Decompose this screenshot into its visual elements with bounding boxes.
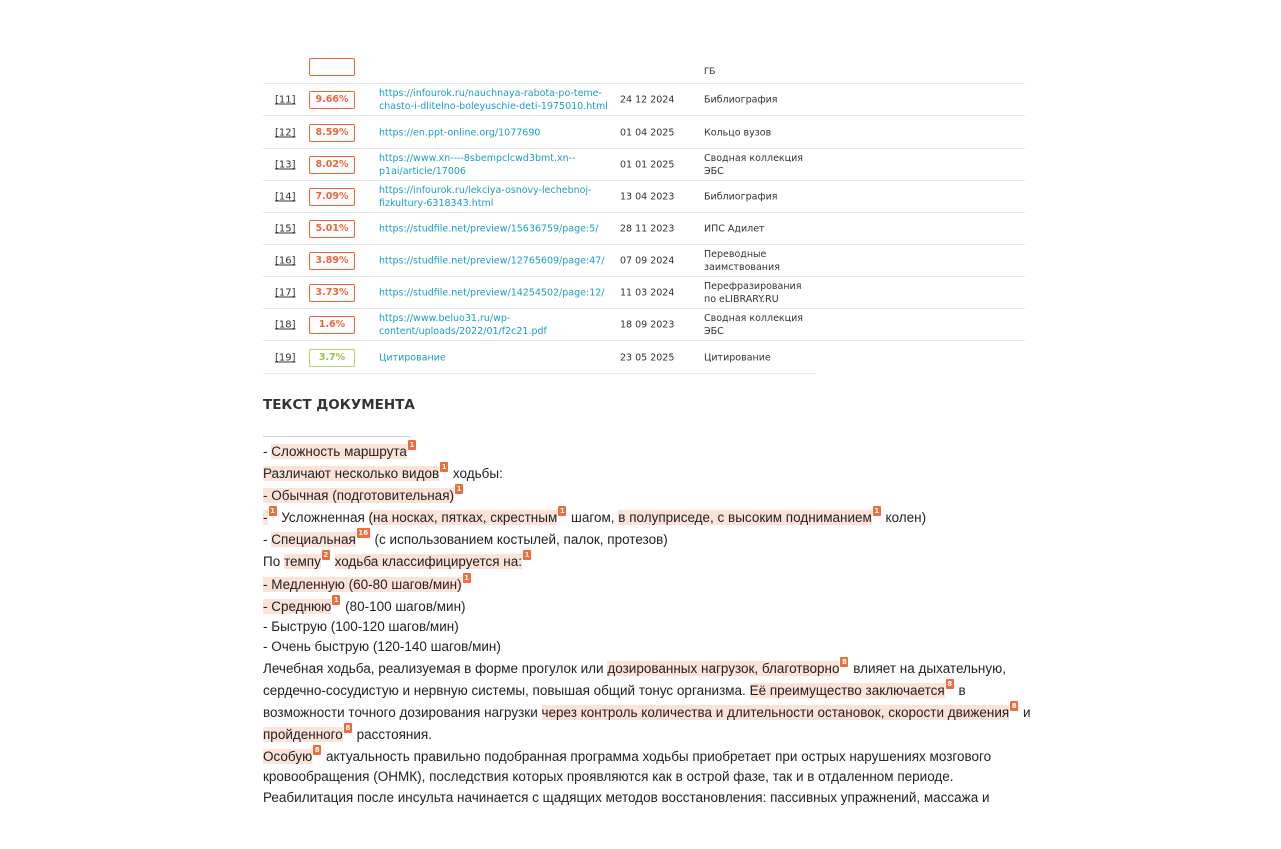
source-date: 18 09 2023 <box>620 319 675 331</box>
text-fragment: актуальность правильно подобранная программа ходьбы приобретает при острых нарушениях мозгового <box>322 749 992 765</box>
highlighted-fragment: пройденного <box>263 727 343 743</box>
table-row <box>263 277 1025 309</box>
source-url-link[interactable] <box>379 255 609 268</box>
source-collection <box>704 127 814 140</box>
source-url-link[interactable] <box>379 152 609 178</box>
text-fragment: - <box>263 532 272 548</box>
source-url-line: https://infourok.ru/nauchnaya-rabota-po-teme- <box>379 88 602 99</box>
source-collection <box>704 152 814 178</box>
text-line <box>263 550 1033 572</box>
text-fragment: ходьбы: <box>449 466 503 482</box>
source-date: 28 11 2023 <box>620 223 675 235</box>
source-marker[interactable] <box>313 745 321 755</box>
source-collection <box>704 312 814 338</box>
text-line <box>263 745 1033 767</box>
source-date: 01 01 2025 <box>620 159 675 171</box>
source-marker-number: 8 <box>314 746 320 755</box>
highlighted-fragment: дозированных нагрузок, благотворно <box>607 660 840 676</box>
source-marker[interactable] <box>357 528 370 538</box>
text-line <box>263 657 1033 679</box>
source-marker[interactable] <box>322 550 330 560</box>
text-fragment: возможности точного дозирования нагрузки <box>263 705 542 721</box>
source-marker-number: 1 <box>524 551 530 560</box>
text-line <box>263 617 1033 637</box>
source-url-line: chasto-i-dlitelno-boleyuschie-deti-1975010.html <box>379 101 608 112</box>
source-url-line: https://en.ppt-online.org/1077690 <box>379 127 541 139</box>
source-marker[interactable] <box>463 573 471 583</box>
source-marker-number: 1 <box>333 595 339 604</box>
text-fragment: шагом, <box>567 510 619 526</box>
match-percent-badge: 5.01% <box>309 220 355 238</box>
row-number-link[interactable]: [12] <box>275 127 296 139</box>
table-row <box>263 213 1025 245</box>
row-number-link[interactable]: [11] <box>275 94 296 106</box>
source-collection-line: Переводные <box>704 249 767 260</box>
source-collection-line: заимствования <box>704 262 780 273</box>
match-percent-badge: 8.59% <box>309 124 355 142</box>
source-collection-line: ЭБС <box>704 166 724 177</box>
row-number-link[interactable]: [17] <box>275 287 296 299</box>
text-fragment: расстояния. <box>352 727 432 743</box>
source-url-link[interactable] <box>379 352 609 365</box>
source-marker[interactable] <box>332 595 340 605</box>
row-number-link[interactable]: [18] <box>275 319 296 331</box>
match-percent-badge: 1.6% <box>309 316 355 334</box>
highlighted-fragment: Её преимущество заключается <box>749 683 945 699</box>
source-url-line: https://infourok.ru/lekciya-osnovy-lechebnoj- <box>379 185 592 196</box>
text-fragment: (80-100 шагов/мин) <box>341 598 466 614</box>
text-line <box>263 462 1033 484</box>
heading-divider <box>263 436 411 437</box>
highlighted-fragment: (на носках, пятках, скрестным <box>368 510 558 526</box>
highlighted-fragment: - Среднюю <box>263 598 332 614</box>
source-marker-number: 1 <box>874 507 880 516</box>
document-text <box>263 440 1033 805</box>
source-url-line: https://studfile.net/preview/15636759/page:5/ <box>379 223 599 235</box>
row-divider <box>263 373 816 374</box>
source-marker[interactable] <box>840 657 848 667</box>
source-marker-number: 16 <box>358 529 369 538</box>
text-fragment: и <box>1019 705 1031 721</box>
row-divider <box>263 340 1025 341</box>
source-date: 13 04 2023 <box>620 191 675 203</box>
text-fragment: сердечно-сосудистую и нервную системы, повышая общий тонус организма. <box>263 683 750 699</box>
highlighted-fragment: темпу <box>283 554 321 570</box>
source-collection-line: Перефразирования <box>704 281 802 292</box>
source-marker-number: 1 <box>441 463 447 472</box>
source-collection <box>704 223 814 236</box>
source-collection <box>704 248 814 274</box>
source-collection-line: Сводная коллекция <box>704 313 804 324</box>
source-url-link[interactable] <box>379 223 609 236</box>
source-marker[interactable] <box>269 506 277 516</box>
source-marker[interactable] <box>1010 701 1018 711</box>
text-fragment: - Быструю (100-120 шагов/мин) <box>263 618 459 634</box>
source-collection <box>704 280 814 306</box>
table-row <box>263 181 1025 213</box>
text-fragment: - Очень быструю (120-140 шагов/мин) <box>263 638 501 654</box>
source-collection <box>704 191 814 204</box>
table-partial-row <box>263 62 1025 84</box>
match-percent-badge: 7.09% <box>309 188 355 206</box>
source-url-line: fizkultury-6318343.html <box>379 198 494 209</box>
table-row <box>263 149 1025 181</box>
source-url-line: Цитирование <box>379 352 446 364</box>
text-line <box>263 637 1033 657</box>
source-marker-number: 1 <box>409 441 415 449</box>
source-marker[interactable] <box>523 550 531 560</box>
text-fragment: Реабилитация после инсульта начинается с щадящих методов восстановления: пассивных упражнений, массажа и <box>263 789 990 805</box>
text-fragment: (с использованием костылей, палок, протезов) <box>370 532 668 548</box>
text-fragment: Лечебная ходьба, реализуемая в форме прогулок или <box>263 660 608 676</box>
row-number-link[interactable]: [13] <box>275 159 296 171</box>
text-line <box>263 573 1033 595</box>
source-url-line: https://www.xn----8sbempclcwd3bmt.xn-- <box>379 153 576 164</box>
text-line <box>263 506 1033 528</box>
highlighted-fragment: Различают несколько видов <box>263 466 440 482</box>
source-url-link[interactable] <box>379 312 609 338</box>
source-marker[interactable] <box>344 723 352 733</box>
text-fragment: По <box>263 554 284 570</box>
source-collection <box>704 352 814 365</box>
source-marker-number: 1 <box>270 507 275 516</box>
highlighted-fragment: Особую <box>263 749 313 765</box>
source-marker-number: 8 <box>947 680 953 689</box>
document-heading: ТЕКСТ ДОКУМЕНТА <box>263 397 415 413</box>
text-fragment: Усложненная <box>277 510 369 526</box>
highlighted-fragment: - Медленную (60-80 шагов/мин) <box>263 576 462 592</box>
text-line <box>263 679 1033 701</box>
highlighted-fragment: - <box>263 510 268 526</box>
source-date: 07 09 2024 <box>620 255 675 267</box>
source-marker-number: 2 <box>323 551 329 560</box>
table-row <box>263 84 1025 116</box>
source-marker[interactable] <box>440 462 448 472</box>
highlighted-fragment: - Обычная (подготовительная) <box>263 488 454 504</box>
highlighted-fragment: ходьба классифицируется на: <box>334 554 523 570</box>
match-percent-badge: 3.73% <box>309 284 355 302</box>
source-marker-number: 1 <box>559 507 565 516</box>
source-marker[interactable] <box>946 679 954 689</box>
source-collection-line: ЭБС <box>704 326 724 337</box>
text-fragment: влияет на дыхательную, <box>849 660 1006 676</box>
source-collection-line: по eLIBRARY.RU <box>704 294 779 305</box>
source-collection-line: Библиография <box>704 94 778 106</box>
source-date: 24 12 2024 <box>620 94 675 106</box>
source-date: 11 03 2024 <box>620 287 675 299</box>
source-marker[interactable] <box>408 440 416 450</box>
text-line <box>263 723 1033 745</box>
row-number-link[interactable]: [15] <box>275 223 296 235</box>
text-line <box>263 440 1033 462</box>
row-divider <box>263 115 1025 116</box>
row-number-link[interactable]: [19] <box>275 352 296 364</box>
highlighted-fragment: через контроль количества и длительности остановок, скорости движения <box>541 705 1010 721</box>
source-collection-line: ИПС Адилет <box>704 223 765 235</box>
text-fragment: колен) <box>881 510 927 526</box>
source-marker[interactable] <box>873 506 881 516</box>
source-url-link[interactable] <box>379 184 609 210</box>
source-collection-line: Библиография <box>704 191 778 203</box>
source-marker[interactable] <box>455 484 463 494</box>
partial-row-source: ГБ <box>704 66 716 77</box>
table-row <box>263 245 1025 277</box>
source-collection <box>704 94 814 107</box>
text-fragment: в <box>954 683 966 699</box>
text-fragment: - <box>263 444 272 459</box>
table-row <box>263 342 816 374</box>
text-line <box>263 484 1033 506</box>
source-date: 01 04 2025 <box>620 127 675 139</box>
text-line <box>263 595 1033 617</box>
partial-row-percent-badge <box>309 58 355 76</box>
match-percent-badge: 8.02% <box>309 156 355 174</box>
source-marker[interactable] <box>558 506 566 516</box>
match-percent-badge: 3.89% <box>309 252 355 270</box>
match-percent-badge: 9.66% <box>309 91 355 109</box>
table-row <box>263 117 1025 149</box>
source-collection-line: Сводная коллекция <box>704 153 804 164</box>
source-marker-number: 8 <box>345 724 351 733</box>
source-collection-line: Кольцо вузов <box>704 127 772 139</box>
source-date: 23 05 2025 <box>620 352 675 364</box>
source-url-line: https://www.beluo31.ru/wp- <box>379 313 511 324</box>
highlighted-fragment: Специальная <box>271 532 356 548</box>
source-collection-line: Цитирование <box>704 352 771 364</box>
source-url-line: p1ai/article/17006 <box>379 166 466 177</box>
text-line <box>263 528 1033 550</box>
text-fragment: кровообращения (ОНМК), последствия которых проявляются как в острой фазе, так и в отдаленном периоде. <box>263 769 954 785</box>
table-row <box>263 309 1025 341</box>
source-url-link[interactable] <box>379 127 609 140</box>
text-line <box>263 701 1033 723</box>
source-url-line: content/uploads/2022/01/f2c21.pdf <box>379 326 547 337</box>
highlighted-fragment: в полуприседе, с высоким подниманием <box>618 510 872 526</box>
source-marker-number: 1 <box>456 485 462 494</box>
match-percent-badge: 3.7% <box>309 349 355 367</box>
highlighted-fragment: Сложность маршрута <box>271 444 407 459</box>
source-url-link[interactable] <box>379 287 609 300</box>
row-number-link[interactable]: [14] <box>275 191 296 203</box>
source-marker-number: 8 <box>1011 702 1017 711</box>
source-marker-number: 8 <box>842 657 847 666</box>
source-url-line: https://studfile.net/preview/12765609/page:47/ <box>379 255 605 267</box>
source-url-line: https://studfile.net/preview/14254502/page:12/ <box>379 287 605 299</box>
text-line <box>263 788 1033 808</box>
source-marker-number: 1 <box>464 573 470 582</box>
text-line <box>263 767 1033 787</box>
row-number-link[interactable]: [16] <box>275 255 296 267</box>
source-url-link[interactable] <box>379 87 609 113</box>
